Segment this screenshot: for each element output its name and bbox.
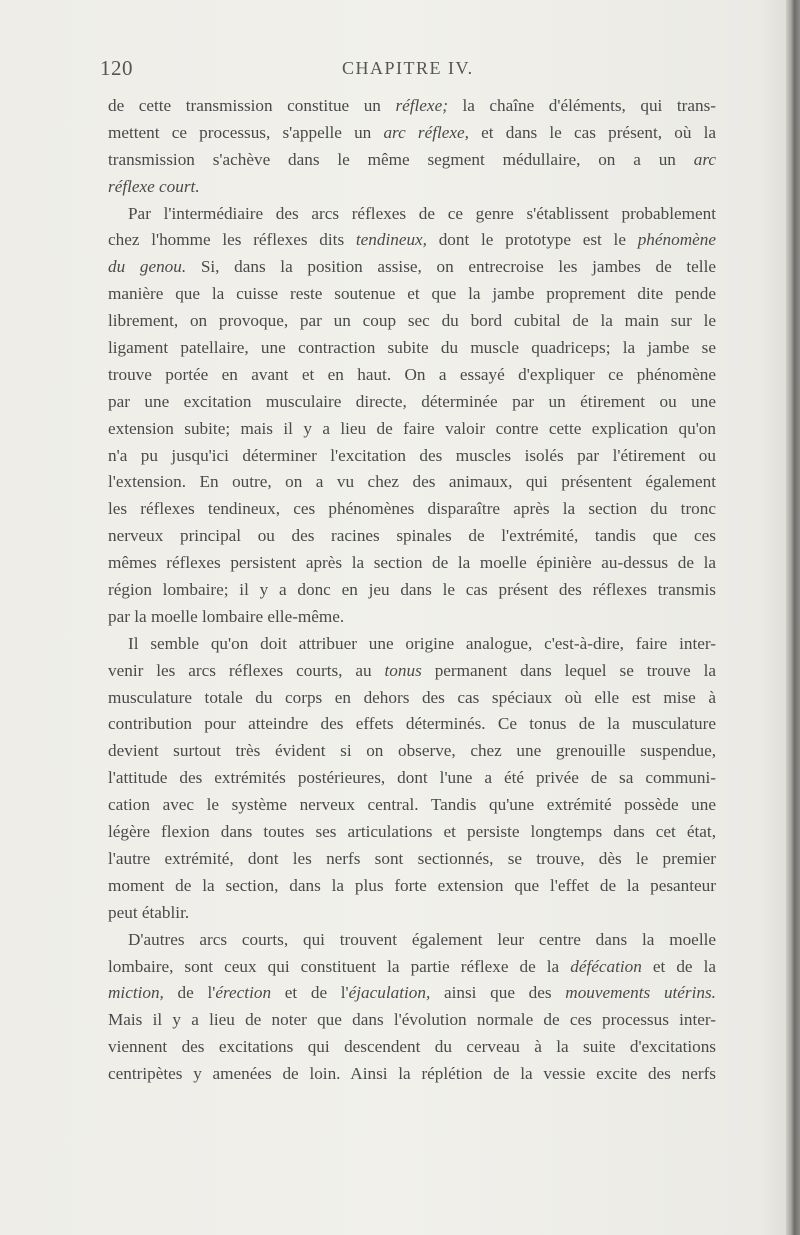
text-line: peut établir. bbox=[108, 902, 190, 922]
text-line: chez l'homme les réflexes dits tendineux, dont le prototype est le phénomène bbox=[108, 230, 716, 250]
page-edge-shadow bbox=[786, 0, 800, 1235]
text-line: par une excitation musculaire directe, déterminée par un étirement ou une bbox=[108, 391, 716, 411]
text-line: du genou. Si, dans la position assise, on entrecroise les jambes de telle bbox=[108, 257, 716, 277]
text-line: Mais il y a lieu de noter que dans l'évolution normale de ces processus inter- bbox=[108, 1010, 716, 1030]
text-line: manière que la cuisse reste soutenue et que la jambe proprement dite pende bbox=[108, 284, 716, 304]
text-line: miction, de l'érection et de l'éjaculation, ainsi que des mouvements utérins. bbox=[108, 983, 716, 1003]
text-line: trouve portée en avant et en haut. On a essayé d'expliquer ce phénomène bbox=[108, 364, 716, 384]
text-line: transmission s'achève dans le même segment médullaire, on a un arc bbox=[108, 149, 716, 169]
page-header bbox=[92, 56, 712, 86]
text-line: contribution pour atteindre des effets déterminés. Ce tonus de la musculature bbox=[108, 714, 716, 734]
text-line: mettent ce processus, s'appelle un arc réflexe, et dans le cas présent, où la bbox=[108, 122, 717, 142]
text-line: musculature totale du corps en dehors des cas spéciaux où elle est mise à bbox=[108, 687, 716, 707]
text-line: centripètes y amenées de loin. Ainsi la réplétion de la vessie excite des nerfs bbox=[108, 1064, 716, 1084]
text-line: de cette transmission constitue un réflexe; la chaîne d'éléments, qui trans- bbox=[108, 96, 716, 115]
text-line: devient surtout très évident si on observe, chez une grenouille suspendue, bbox=[108, 741, 716, 761]
page-number: 120 bbox=[100, 56, 133, 80]
text-line: venir les arcs réflexes courts, au tonus permanent dans lequel se trouve la bbox=[108, 660, 716, 680]
text-line: extension subite; mais il y a lieu de faire valoir contre cette explication qu'on bbox=[108, 418, 716, 438]
text-line: moment de la section, dans la plus forte extension que l'effet de la pesanteur bbox=[108, 875, 716, 895]
text-line: lombaire, sont ceux qui constituent la partie réflexe de la défécation et de la bbox=[108, 956, 716, 976]
text-line: par la moelle lombaire elle-même. bbox=[108, 606, 345, 626]
text-line: Il semble qu'on doit attribuer une origine analogue, c'est-à-dire, faire inter- bbox=[128, 633, 716, 653]
text-line: ligament patellaire, une contraction subite du muscle quadriceps; la jambe se bbox=[108, 338, 716, 358]
text-line: les réflexes tendineux, ces phénomènes disparaître après la section du tronc bbox=[108, 499, 716, 519]
text-line: l'extension. En outre, on a vu chez des animaux, qui présentent également bbox=[108, 472, 716, 492]
text-line: l'autre extrémité, dont les nerfs sont sectionnés, se trouve, dès le premier bbox=[108, 848, 716, 868]
text-line: D'autres arcs courts, qui trouvent également leur centre dans la moelle bbox=[128, 929, 716, 949]
text-line: mêmes réflexes persistent après la section de la moelle épinière au-dessus de la bbox=[108, 553, 716, 573]
text-line: nerveux principal ou des racines spinales de l'extrémité, tandis que ces bbox=[108, 526, 716, 546]
text-line: n'a pu jusqu'ici déterminer l'excitation des muscles isolés par l'étirement ou bbox=[108, 445, 716, 465]
text-line: Par l'intermédiaire des arcs réflexes de ce genre s'établissent probablement bbox=[128, 203, 716, 223]
body-text bbox=[108, 93, 716, 1088]
text-line: réflexe court. bbox=[108, 176, 200, 196]
text-line: librement, on provoque, par un coup sec du bord cubital de la main sur le bbox=[108, 311, 716, 331]
running-head: CHAPITRE IV. bbox=[342, 58, 474, 78]
text-line: région lombaire; il y a donc en jeu dans le cas présent des réflexes transmis bbox=[108, 580, 716, 600]
text-line: viennent des excitations qui descendent du cerveau à la suite d'excitations bbox=[108, 1037, 716, 1057]
text-line: cation avec le système nerveux central. Tandis qu'une extrémité possède une bbox=[108, 795, 716, 815]
text-line: légère flexion dans toutes ses articulations et persiste longtemps dans cet état, bbox=[108, 822, 716, 842]
text-line: l'attitude des extrémités postérieures, dont l'une a été privée de sa communi- bbox=[108, 768, 716, 788]
